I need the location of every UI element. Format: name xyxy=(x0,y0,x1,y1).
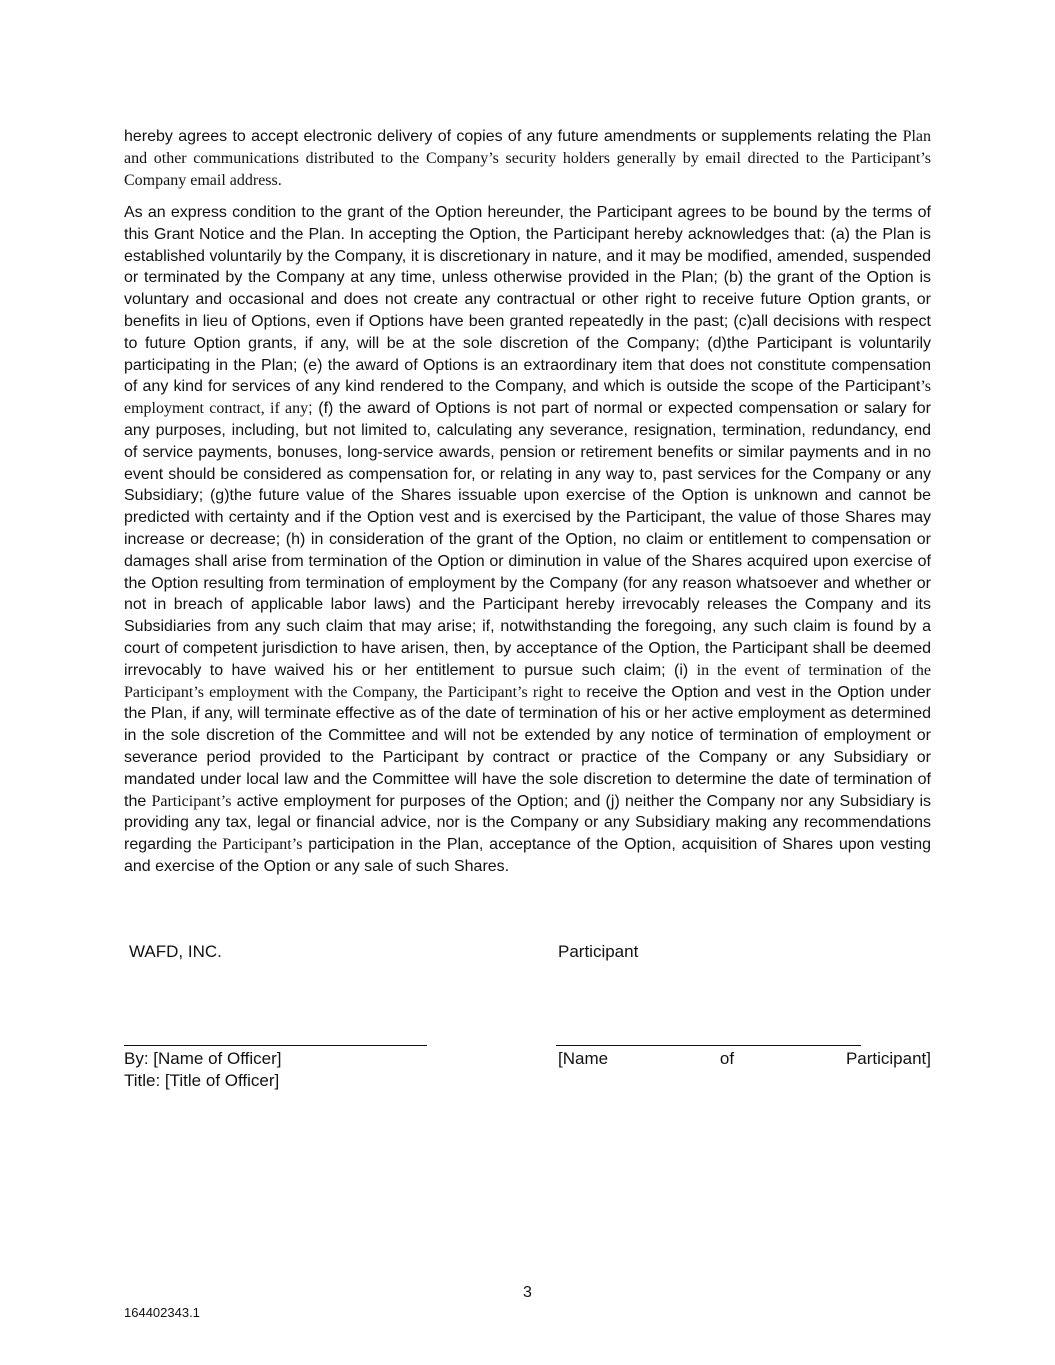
paragraph-2-text-i: participation in the Plan, acceptance of the Option, acquisition of Shares upon vesting and exercise of the Option or any sale of such Shares. xyxy=(124,836,932,875)
paragraph-acknowledgements xyxy=(124,202,931,878)
page-number: 3 xyxy=(523,1284,532,1301)
officer-name-line: By: [Name of Officer] xyxy=(124,1049,282,1068)
paragraph-2-text-g: active employment for purposes of the Option; and (j) neither the Company nor any Subsidiary is providing any tax, legal or financial advice, nor is the Company or any Subsidiary making any recommendations regarding xyxy=(124,792,932,854)
paragraph-electronic-delivery xyxy=(124,126,931,191)
participant-signature-line xyxy=(556,1045,861,1046)
participant-name-placeholder xyxy=(558,1048,931,1070)
officer-title-line: Title: [Title of Officer] xyxy=(124,1071,280,1090)
paragraph-2-text-a: As an express condition to the grant of the Option hereunder, the Participant agrees to be bound by the terms of this Grant Notice and the Plan. In accepting the Option, the Participant hereby acknowledges that: (a) the Plan is established voluntarily by the Company, it is discretionary in nature, and it may be modified, amended, suspended or terminated by the Company at any time, unless otherwise provided in the Plan; (b) the grant of the Option is voluntary and occasional and does not create any contractual or other right to receive future Option grants, or benefits in lieu of Options, even if Options have been granted repeatedly in the past; (c)all decisions with respect to future Option grants, if any, will be at the sole discretion of the Company; (d)the Participant is voluntarily participating in the Plan; (e) the award of Options is an extraordinary item that does not constitute compensation of any kind for services of any kind rendered to the Company, and which is outside the scope of the Participant xyxy=(124,204,931,396)
paragraph-2-text-e: receive the Option and vest in the Option under the Plan, if any, will terminate effective as of the date of termination of his or her active employment as determined in the sole discretion of the Committee and will not be extended by any notice of termination of employment or severance period provided to the Participant by contract or practice of the Company or any Subsidiary or mandated under local law and the Committee will have the sole discretion to determine the date of termination of the xyxy=(124,683,931,810)
document-id: 164402343.1 xyxy=(124,1305,200,1320)
company-name: WAFD, INC. xyxy=(129,942,222,961)
paragraph-1-text-b: Plan and other communications distributed to the Company’s security holders generally by email directed to the Participant’s Company email address. xyxy=(124,128,932,189)
paragraph-2-text-c: ; (f) the award of Options is not part of normal or expected compensation or salary for any purposes, including, but not limited to, calculating any severance, resignation, termination, redundancy, end of service payments, bonuses, long-service awards, pension or retirement benefits or similar payments and in no event should be considered as compensation for, or relating in any way to, past services for the Company or any Subsidiary; (g)the future value of the Shares issuable upon exercise of the Option is unknown and cannot be predicted with certainty and if the Option vest and is exercised by the Participant, the value of those Shares may increase or decrease; (h) in consideration of the grant of the Option, no claim or entitlement to compensation or damages shall arise from termination of the Option or diminution in value of the Shares acquired upon exercise of the Option resulting from termination of employment by the Company (for any reason whatsoever and whether or not in breach of applicable labor laws) and the Participant hereby irrevocably releases the Company and its Subsidiaries from any such claim that may arise; if, notwithstanding the foregoing, any such claim is found by a court of competent jurisdiction to have arisen, then, by acceptance of the Option, the Participant shall be deemed irrevocably to have waived his or her entitlement to pursue such claim; (i) xyxy=(124,400,931,679)
officer-signature-line xyxy=(124,1045,427,1046)
paragraph-2-text-f: Participant’s xyxy=(151,792,232,810)
participant-name-word-2: of xyxy=(719,1049,735,1068)
paragraph-1-text-a: hereby agrees to accept electronic delivery of copies of any future amendments or supplements relating the xyxy=(124,128,898,145)
paragraph-2-text-d: in the event of termination of the Participant’s employment with the Company, the Participant’s right to xyxy=(124,661,931,701)
paragraph-2-text-b: ’s employment contract, if any xyxy=(124,378,931,418)
participant-name-word-1: [Name xyxy=(558,1049,609,1068)
paragraph-2-text-h: the Participant’s xyxy=(197,836,303,854)
participant-name-word-3: Participant] xyxy=(845,1049,931,1068)
participant-label: Participant xyxy=(558,942,639,961)
